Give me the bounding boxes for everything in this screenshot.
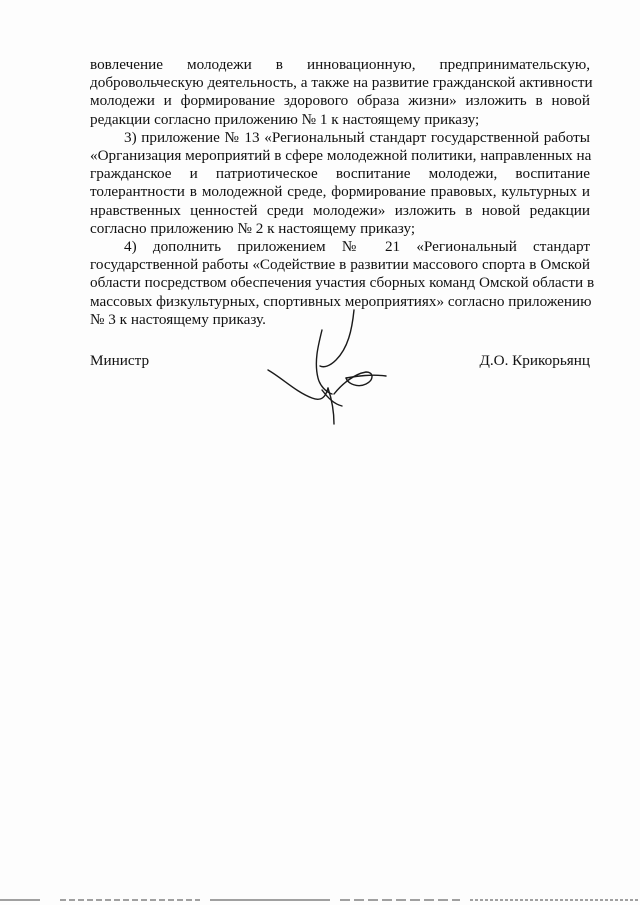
body-line: согласно приложению № 2 к настоящему приказу;	[90, 219, 416, 237]
signatory-name: Д.О. Крикорьянц	[479, 352, 590, 369]
body-line: 3) приложение № 13 «Региональный стандарт государственной работы	[124, 128, 590, 146]
body-line: нравственных ценностей среди молодежи» изложить в новой редакции	[90, 201, 590, 219]
body-line: массовых физкультурных, спортивных мероприятиях» согласно приложению	[90, 292, 592, 310]
body-line: «Организация мероприятий в сфере молодежной политики, направленных на	[90, 147, 592, 165]
body-line: 4) дополнить приложением № 21 «Региональный стандарт	[124, 238, 590, 256]
signatory-position: Министр	[90, 352, 150, 369]
handwritten-signature	[262, 300, 392, 430]
body-line: области посредством обеспечения участия сборных команд Омской области в	[90, 274, 595, 292]
body-line: государственной работы «Содействие в развитии массового спорта в Омской	[90, 256, 590, 274]
document-body	[90, 56, 595, 329]
scan-edge-artifact	[0, 895, 640, 905]
body-line: добровольческую деятельность, а также на развитие гражданской активности	[90, 74, 593, 92]
body-line: редакции согласно приложению № 1 к настоящему приказу;	[90, 110, 480, 128]
body-line: вовлечение молодежи в инновационную, предпринимательскую,	[90, 56, 590, 73]
body-line: № 3 к настоящему приказу.	[90, 310, 266, 328]
body-line: толерантности в молодежной среде, формирование правовых, культурных и	[90, 183, 590, 201]
body-line: гражданское и патриотическое воспитание молодежи, воспитание	[90, 165, 590, 183]
body-line: молодежи и формирование здорового образа жизни» изложить в новой	[90, 92, 590, 110]
